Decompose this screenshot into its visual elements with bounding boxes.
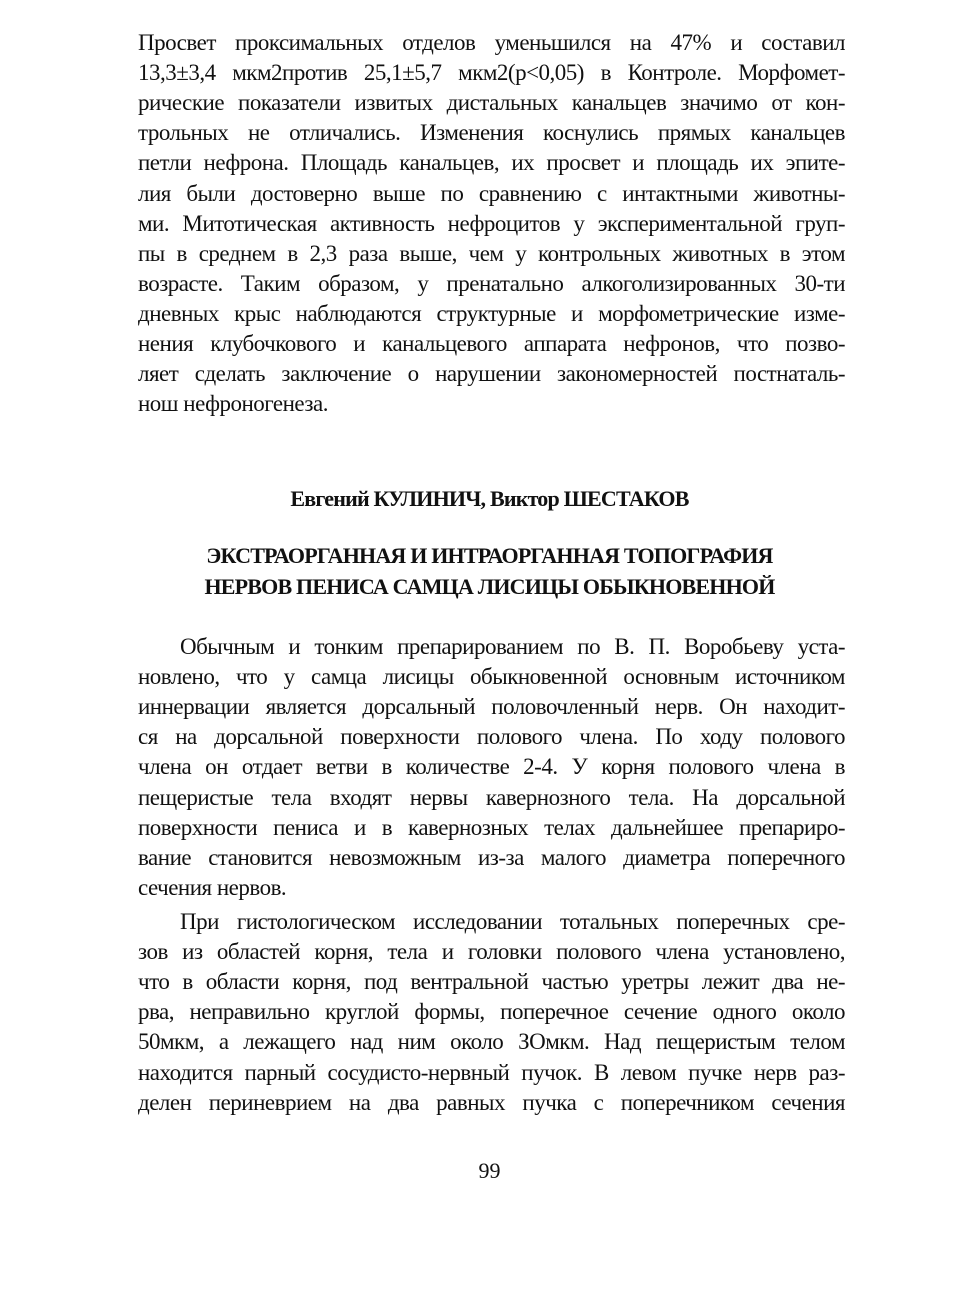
- text-line: 13,3±3,4 мкм2против 25,1±5,7 мкм2(р<0,05) в Контроле. Морфомет-: [138, 60, 845, 86]
- page-number: 99: [478, 1158, 501, 1183]
- title-line: ЭКСТРАОРГАННАЯ И ИНТРАОРГАННАЯ ТОПОГРАФИЯ: [206, 543, 773, 568]
- authors: Евгений КУЛИНИЧ, Виктор ШЕСТАКОВ: [290, 486, 689, 511]
- text-line: пы в среднем в 2,3 раза выше, чем у контрольных животных в этом: [138, 240, 845, 266]
- text-line: петли нефрона. Площадь канальцев, их просвет и площадь их эпите-: [138, 150, 845, 176]
- text-line: делен периневрием на два равных пучка с поперечником сечения: [138, 1089, 845, 1115]
- text-line: Обычным и тонким препарированием по В. П. Воробьеву уста-: [180, 634, 845, 659]
- text-line: лия были достоверно выше по сравнению с интактными животны-: [138, 180, 845, 206]
- text-line: Просвет проксимальных отделов уменьшился на 47% и составил: [138, 30, 845, 55]
- text-line: пещеристые тела входят нервы кавернозного тела. На дорсальной: [138, 784, 845, 810]
- text-line: члена он отдает ветви в количестве 2-4. У корня полового члена в: [138, 754, 845, 780]
- title-line: НЕРВОВ ПЕНИСА САМЦА ЛИСИЦЫ ОБЫКНОВЕННОЙ: [204, 574, 775, 599]
- text-line: дневных крыс наблюдаются структурные и морфометрические изме-: [138, 300, 845, 326]
- text-line: 50мкм, а лежащего над ним около ЗОмкм. Над пещеристым телом: [138, 1029, 845, 1055]
- text-line: зов из областей корня, тела и головки полового члена установлено,: [138, 939, 845, 965]
- text-line: возрасте. Таким образом, у пренатально алкоголизированных 30-ти: [138, 270, 845, 296]
- text-line: ми. Митотическая активность нефроцитов у экспериментальной груп-: [138, 210, 845, 236]
- text-line: вание становится невозможным из-за малого диаметра поперечного: [138, 844, 845, 870]
- text-line: иннервации является дорсальный половочленный нерв. Он находит-: [138, 694, 845, 720]
- text-line: При гистологическом исследовании тотальных поперечных сре-: [180, 909, 845, 934]
- text-line: что в области корня, под вентральной частью уретры лежит два не-: [138, 969, 845, 995]
- text-line: находится парный сосудисто-нервный пучок. В левом пучке нерв раз-: [138, 1059, 845, 1085]
- text-line: трольных не отличались. Изменения коснулись прямых канальцев: [138, 120, 845, 146]
- text-line: поверхности пениса и в кавернозных телах дальнейшее препариро-: [138, 814, 845, 840]
- text-line: ся на дорсальной поверхности полового члена. По ходу полового: [138, 724, 845, 750]
- text-line: рва, неправильно круглой формы, поперечное сечение одного около: [138, 999, 845, 1025]
- text-line: нения клубочкового и канальцевого аппарата нефронов, что позво-: [138, 331, 845, 356]
- text-line: рические показатели извитых дистальных канальцев значимо от кон-: [138, 90, 845, 116]
- text-line: ляет сделать заключение о нарушении закономерностей постнаталь-: [138, 361, 845, 387]
- text-line: нош нефроногенеза.: [138, 391, 328, 417]
- text-line: новлено, что у самца лисицы обыкновенной основным источником: [138, 664, 845, 690]
- text-line: сечения нервов.: [138, 874, 287, 900]
